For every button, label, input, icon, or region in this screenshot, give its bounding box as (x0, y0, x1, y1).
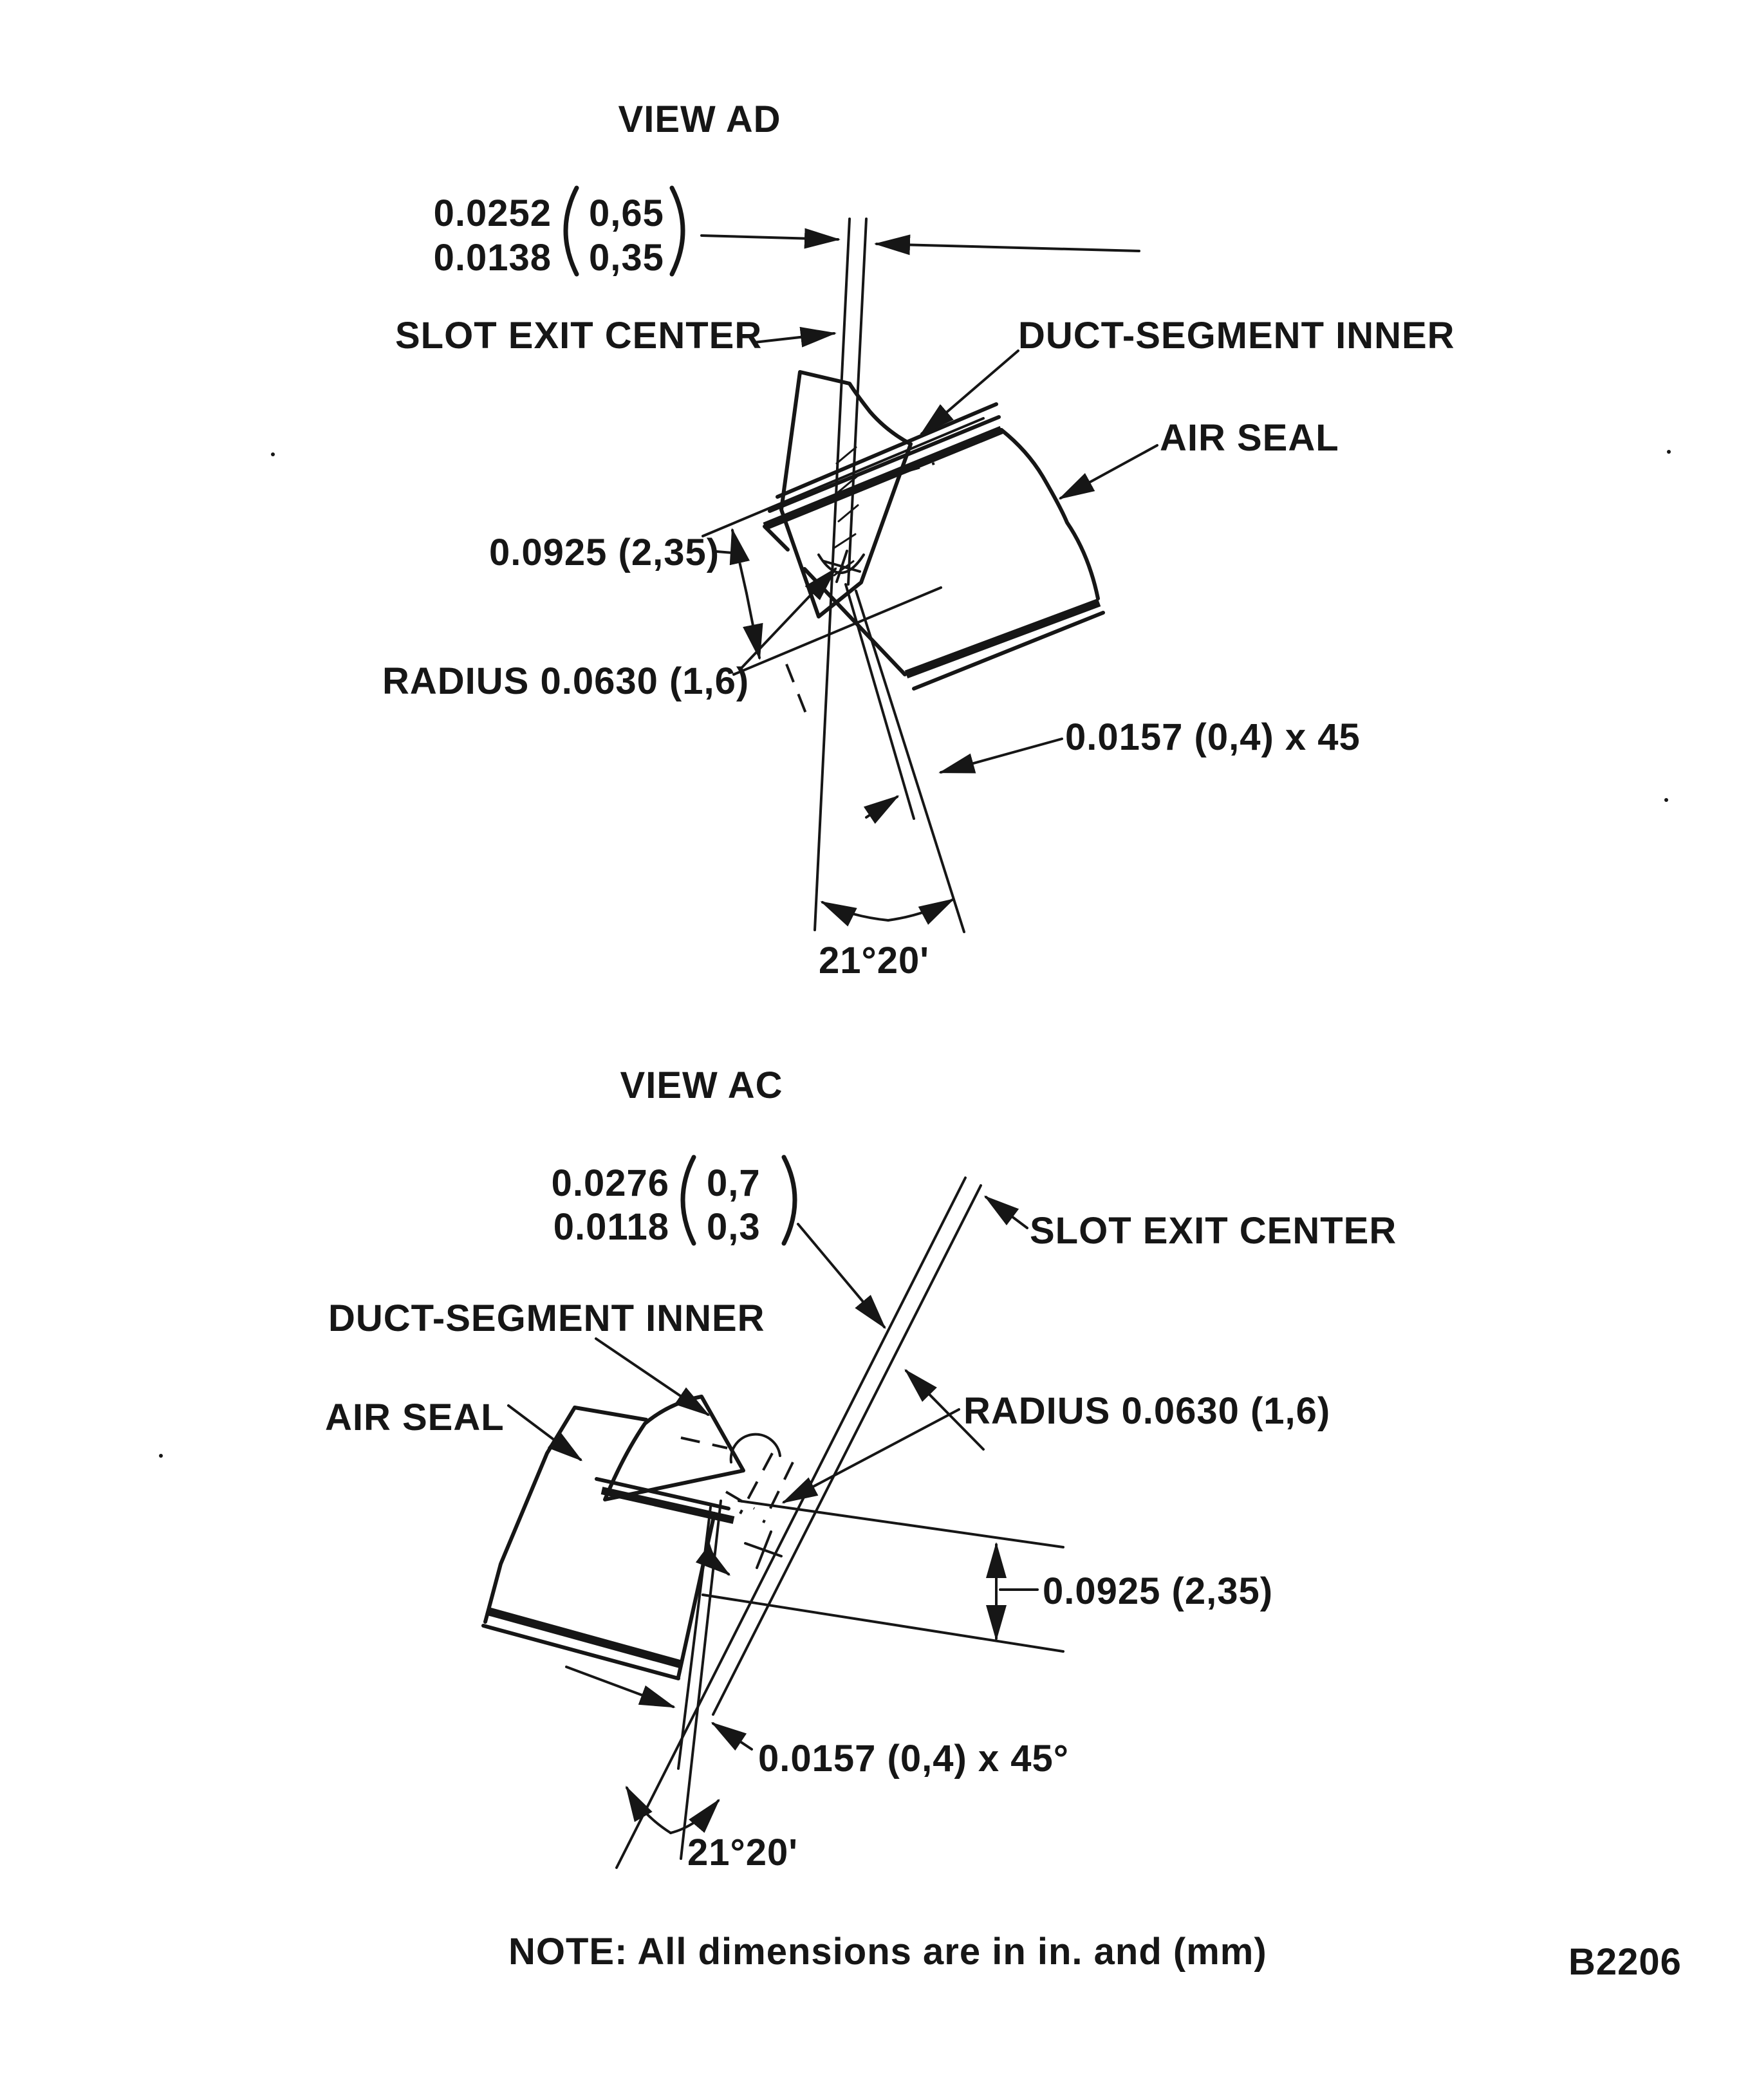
angle-callout (819, 900, 953, 981)
slot-width-mm-lower: 0,35 (589, 237, 664, 279)
slot-width-in-upper: 0.0276 (551, 1162, 669, 1204)
air-seal-leader (1061, 445, 1157, 498)
slot-exit-label: SLOT EXIT CENTER (1030, 1210, 1397, 1252)
slot-exit-label: SLOT EXIT CENTER (395, 315, 763, 357)
view-ad-slot-width-callout (434, 188, 1139, 279)
radius-leader (741, 569, 835, 668)
view-ad-title: VIEW AD (618, 98, 781, 140)
scan-speck (1664, 798, 1668, 802)
radius-label: RADIUS 0.0630 (1,6) (963, 1390, 1331, 1432)
depth-label: 0.0925 (2,35) (489, 532, 720, 573)
slot-bottom-arc (708, 1541, 729, 1574)
duct-segment-leader (596, 1339, 708, 1415)
angle-callout (627, 1788, 798, 1873)
dimension-arrow (747, 593, 759, 658)
radius-label: RADIUS 0.0630 (1,6) (382, 660, 750, 702)
scan-speck (159, 1454, 163, 1458)
slot-width-in-lower: 0.0138 (433, 237, 552, 279)
chamfer-callout (566, 1667, 1069, 1779)
depth-dimension (703, 1501, 1273, 1651)
view-ac (325, 1064, 1397, 1873)
chamfer-callout (866, 716, 1361, 817)
air-seal-shape (483, 1408, 734, 1678)
slot-center-line (815, 219, 850, 930)
angle-arc (888, 900, 953, 920)
scan-speck (271, 452, 275, 456)
angle-arc (627, 1788, 671, 1833)
slot-exit-leader (986, 1197, 1027, 1228)
note-text: NOTE: All dimensions are in in. and (mm) (508, 1931, 1267, 1973)
duct-segment-label: DUCT-SEGMENT INNER (328, 1297, 765, 1339)
slot-width-in-lower: 0.0118 (553, 1206, 669, 1248)
dimension-arrow (732, 530, 747, 593)
duct-segment-leader (922, 351, 1018, 434)
air-seal-label: AIR SEAL (1160, 417, 1339, 459)
slot-right-line (713, 1185, 981, 1714)
view-ac-title: VIEW AC (620, 1064, 783, 1106)
slot-width-mm-lower: 0,3 (707, 1206, 761, 1248)
angle-arc (671, 1801, 718, 1833)
chamfer-leader (713, 1724, 752, 1749)
view-ad (382, 98, 1455, 981)
angle-label: 21°20' (818, 940, 930, 981)
hidden-line (786, 664, 806, 713)
big-paren-right (784, 1157, 795, 1243)
big-paren-left (683, 1157, 694, 1243)
big-paren-right (672, 188, 683, 274)
figure-code: B2206 (1568, 1941, 1682, 1983)
depth-label: 0.0925 (2,35) (1043, 1570, 1274, 1612)
chamfer-leader (941, 739, 1062, 772)
duct-segment-label: DUCT-SEGMENT INNER (1018, 315, 1455, 357)
center-cross (757, 1532, 771, 1568)
air-seal-shape (765, 404, 1103, 689)
radius-leader (784, 1409, 959, 1502)
slot-width-mm-upper: 0,65 (589, 192, 664, 234)
slot-width-in-upper: 0.0252 (433, 192, 552, 234)
extension-line-lower (703, 1595, 1063, 1651)
extension-line-upper (739, 1501, 1063, 1547)
chamfer-arrow (866, 797, 897, 817)
chamfer-label: 0.0157 (0,4) x 45 (1065, 716, 1361, 758)
chamfer-label: 0.0157 (0,4) x 45° (758, 1738, 1069, 1779)
angle-arc (823, 902, 888, 920)
depth-dimension (489, 418, 983, 674)
slot-width-mm-upper: 0,7 (707, 1162, 761, 1204)
slot-exit-leader (754, 333, 834, 342)
slot-width-leader-right (877, 244, 1139, 251)
big-paren-left (566, 188, 577, 274)
chamfer-edge-line (846, 584, 914, 819)
air-seal-label: AIR SEAL (325, 1397, 505, 1438)
angle-label: 21°20' (687, 1832, 799, 1873)
scan-speck (1667, 450, 1671, 454)
slot-width-leader-upper (798, 1224, 884, 1327)
slot-width-leader-left (702, 236, 838, 239)
